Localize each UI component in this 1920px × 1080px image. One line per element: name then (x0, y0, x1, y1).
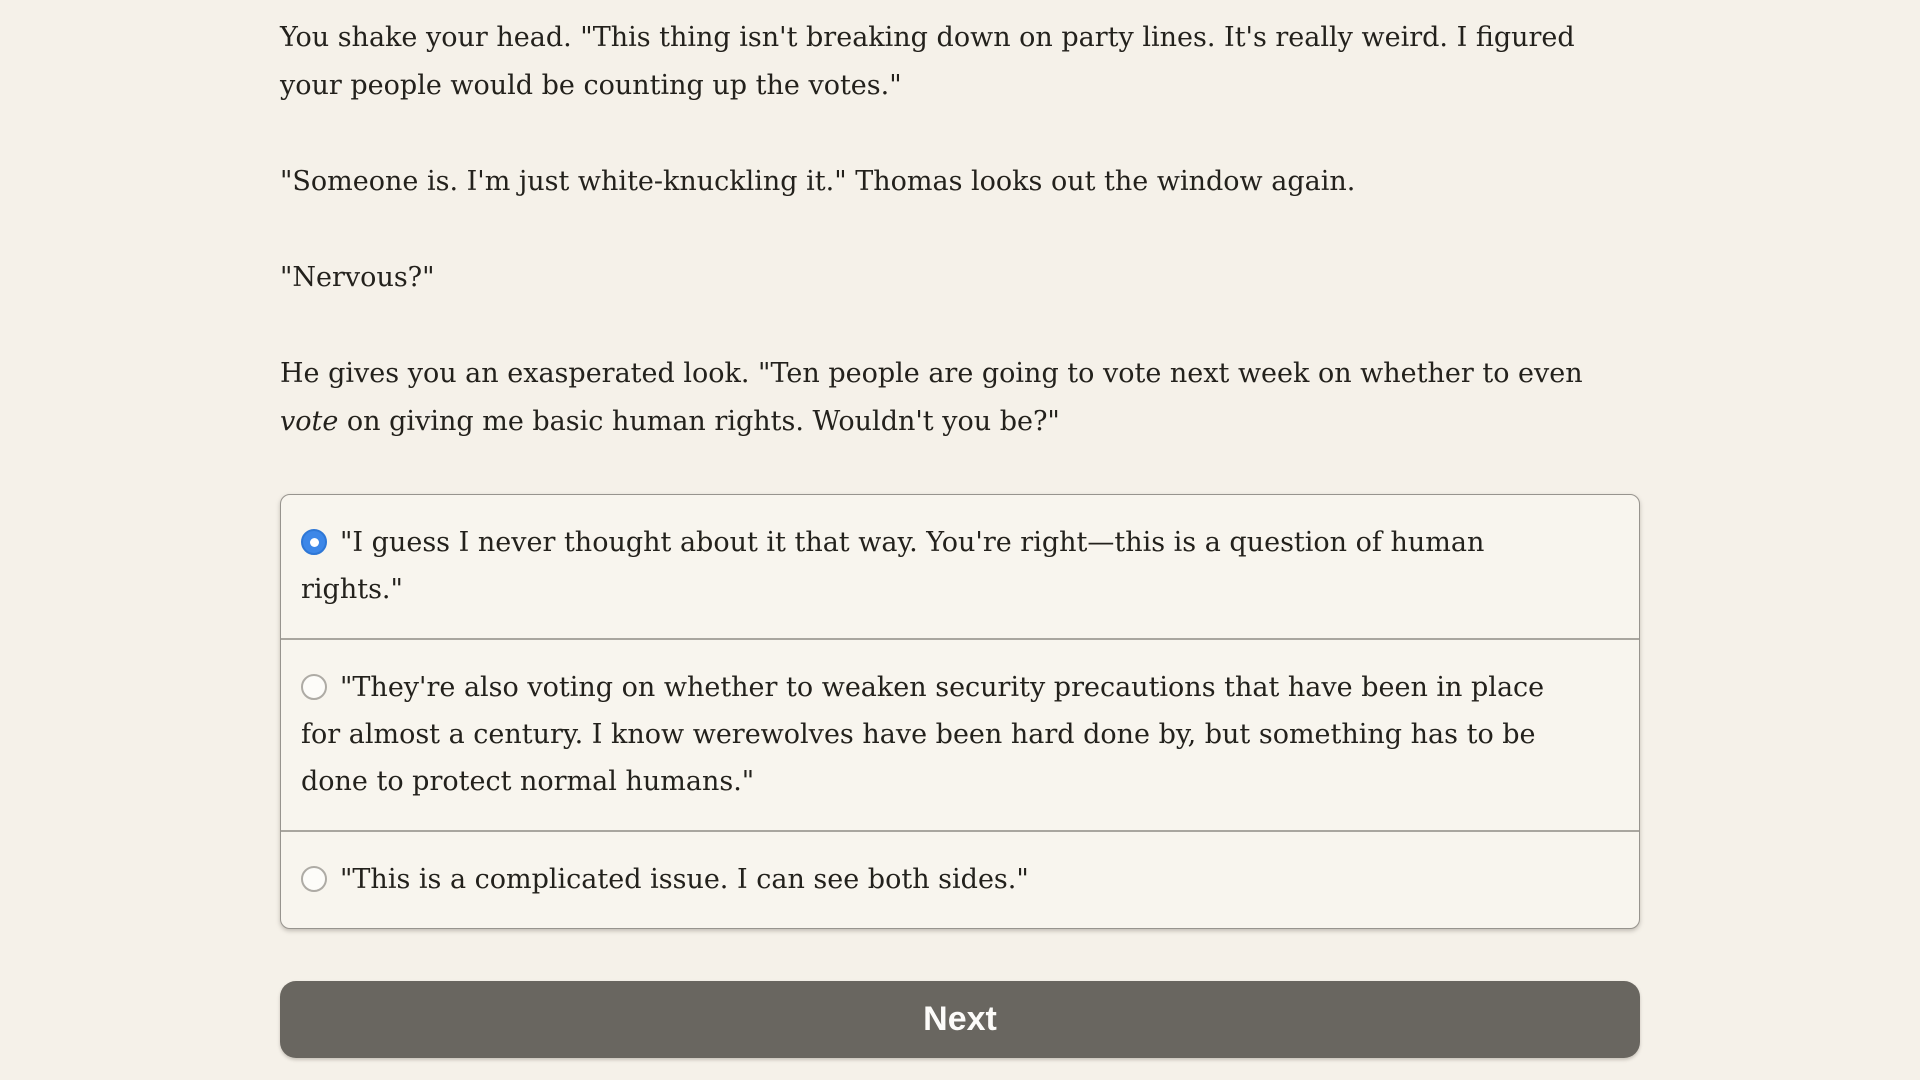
story-text (280, 14, 1640, 446)
choice-option[interactable] (281, 495, 1639, 638)
story-paragraph: He gives you an exasperated look. "Ten people are going to vote next week on whether to even vote on giving me basic human rights. Wouldn't you be?" (280, 358, 1583, 437)
story-paragraph: "Nervous?" (280, 262, 435, 293)
choice-option[interactable] (281, 638, 1639, 830)
radio-unselected-icon[interactable] (301, 674, 327, 700)
radio-dot (310, 538, 319, 547)
choice-option[interactable] (281, 830, 1639, 928)
choice-option-label: "They're also voting on whether to weaken security precautions that have been in place for almost a century. I know werewolves have been hard done by, but something has to be done to protect normal humans." (301, 672, 1545, 797)
next-button[interactable]: Next (280, 981, 1640, 1058)
story-column (280, 0, 1640, 1058)
story-paragraph: "Someone is. I'm just white-knuckling it." Thomas looks out the window again. (280, 166, 1356, 197)
story-paragraph: You shake your head. "This thing isn't breaking down on party lines. It's really weird. I figured your people would be counting up the votes." (280, 22, 1575, 101)
radio-selected-icon[interactable] (301, 529, 327, 555)
choice-list (280, 494, 1640, 929)
choice-option-label: "This is a complicated issue. I can see both sides." (340, 864, 1029, 895)
radio-unselected-icon[interactable] (301, 866, 327, 892)
choice-option-label: "I guess I never thought about it that way. You're right—this is a question of human rights." (301, 527, 1485, 605)
